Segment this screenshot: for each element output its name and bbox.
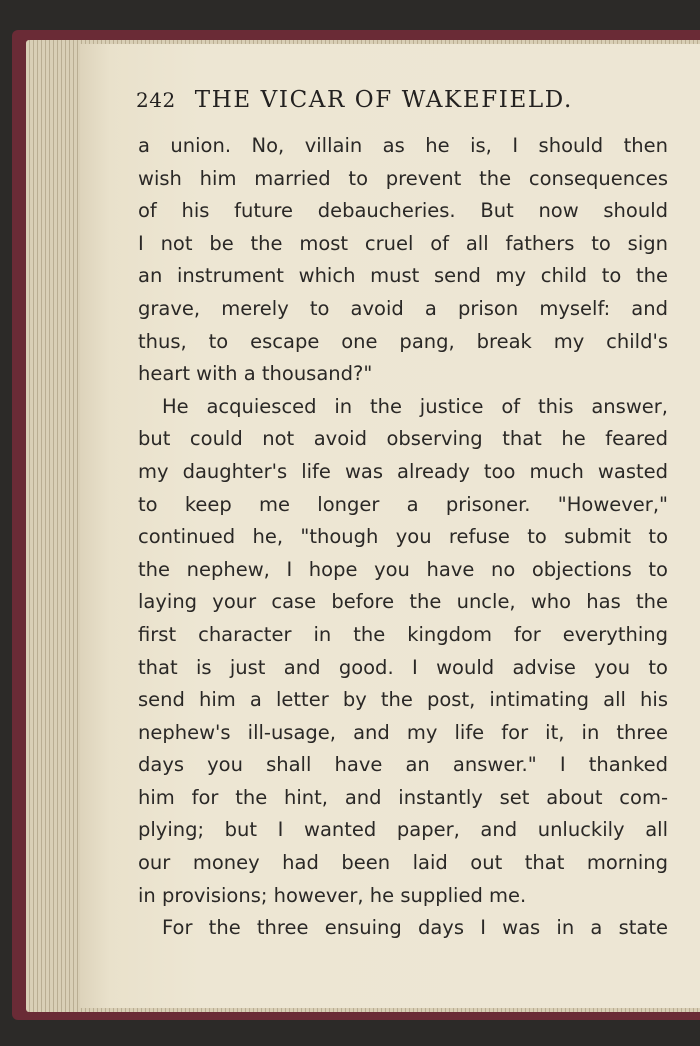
text-line: my daughter's life was already too much wasted [138, 459, 668, 483]
page-number: 242 [136, 88, 176, 112]
text-line: send him a letter by the post, intimating all his [138, 688, 668, 712]
text-line: of his future debaucheries. But now should [138, 199, 668, 223]
text-line: plying; but I wanted paper, and unluckily all [138, 818, 668, 842]
text-line: nephew's ill-usage, and my life for it, in three [138, 720, 668, 744]
text-line: days you shall have an answer." I thanked [138, 753, 668, 777]
text-line: laying your case before the uncle, who has the [138, 590, 668, 614]
text-line: the nephew, I hope you have no objections to [138, 557, 668, 581]
text-line: He acquiesced in the justice of this answer, [162, 394, 668, 418]
text-line: first character in the kingdom for everything [138, 622, 668, 646]
text-line: thus, to escape one pang, break my child's [138, 329, 668, 353]
text-line: in provisions; however, he supplied me. [138, 883, 527, 907]
text-line: a union. No, villain as he is, I should then [138, 134, 668, 157]
running-head [136, 84, 696, 116]
text-line: grave, merely to avoid a prison myself: and [138, 296, 668, 320]
text-line: continued he, "though you refuse to submit to [138, 525, 668, 549]
text-line: but could not avoid observing that he feared [138, 427, 668, 451]
text-line: our money had been laid out that morning [138, 851, 668, 875]
text-line: heart with a thousand?" [138, 362, 373, 386]
text-line: to keep me longer a prisoner. "However," [138, 492, 668, 516]
text-line: I not be the most cruel of all fathers to sign [138, 231, 668, 255]
text-line: For the three ensuing days I was in a state [162, 916, 668, 940]
text-line: him for the hint, and instantly set about com- [138, 785, 668, 809]
text-line: an instrument which must send my child to the [138, 264, 668, 288]
body-text [138, 130, 668, 945]
running-title: THE VICAR OF WAKEFIELD. [194, 87, 573, 113]
text-line: wish him married to prevent the consequences [138, 166, 668, 190]
text-line: that is just and good. I would advise you to [138, 655, 668, 679]
book-page [80, 44, 700, 1008]
